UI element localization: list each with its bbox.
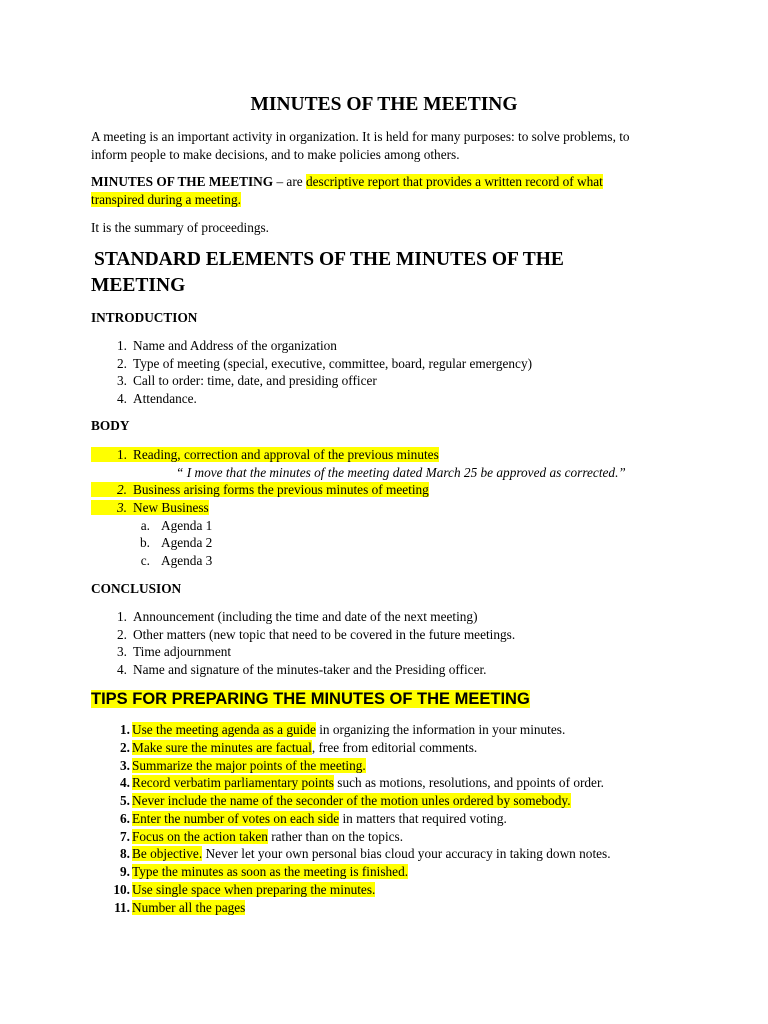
list-item: 2. Other matters (new topic that need to be covered in the future meetings. (117, 626, 516, 642)
tips-list (91, 721, 611, 916)
list-item: 9. Type the minutes as soon as the meeting is finished. (120, 864, 409, 879)
list-item: 5. Never include the name of the seconder of the motion unles ordered by somebody. (120, 793, 571, 808)
definition-line-1 (91, 173, 691, 191)
list-item: 7. Focus on the action taken rather than on the topics. (120, 828, 404, 844)
list-item: 1. Announcement (including the time and date of the next meeting) (117, 609, 478, 624)
list-item: 4. Name and signature of the minutes-taker and the Presiding officer. (117, 662, 487, 678)
intro-line-1: A meeting is an important activity in organization. It is held for many purposes: to solve problems, to (91, 129, 630, 144)
list-item: a. Agenda 1 (140, 517, 213, 533)
list-item: 8. Be objective. Never let your own personal bias cloud your accuracy in taking down notes. (120, 846, 611, 862)
body-list (91, 446, 626, 570)
list-item: 3. Time adjournment (117, 644, 232, 660)
definition-highlight-2: transpired during a meeting. (91, 192, 241, 207)
definition-dash: – are (273, 174, 306, 189)
definition-paragraph (91, 173, 691, 209)
standard-heading-line-2: MEETING (91, 275, 186, 296)
list-item: 1. Use the meeting agenda as a guide in organizing the information in your minutes. (120, 722, 566, 737)
list-item: 4. Attendance. (117, 391, 197, 407)
list-item: 6. Enter the number of votes on each side in matters that required voting. (120, 810, 507, 826)
list-item: 1. Name and Address of the organization (117, 338, 337, 353)
list-item: 2. Business arising forms the previous minutes of meeting (91, 481, 626, 499)
list-item: 11. Number all the pages (114, 899, 246, 915)
intro-paragraph (91, 128, 691, 164)
list-item: 2. Make sure the minutes are factual, free from editorial comments. (120, 739, 478, 755)
list-item: 3. Call to order: time, date, and presiding officer (117, 373, 377, 389)
list-item: 2. Type of meeting (special, executive, committee, board, regular emergency) (117, 355, 533, 371)
standard-heading-line-1: STANDARD ELEMENTS OF THE MINUTES OF THE (94, 249, 564, 270)
definition-highlight-1: descriptive report that provides a written record of what (305, 174, 603, 189)
conclusion-list (91, 608, 515, 679)
list-item: 3. Summarize the major points of the meeting. (120, 757, 366, 773)
list-item: b. Agenda 2 (140, 535, 213, 551)
list-item: 3. New Business (91, 499, 626, 517)
tips-heading: TIPS FOR PREPARING THE MINUTES OF THE MEETING (91, 690, 530, 708)
page-title: MINUTES OF THE MEETING (250, 94, 518, 115)
body-heading: BODY (91, 418, 130, 433)
definition-line-2 (91, 191, 691, 209)
list-item: 4. Record verbatim parliamentary points such as motions, resolutions, and ppoints of order. (120, 775, 604, 791)
list-item: 1. Reading, correction and approval of the previous minutes (91, 446, 626, 464)
intro-line-2: inform people to make decisions, and to make policies among others. (91, 147, 460, 162)
introduction-heading: INTRODUCTION (91, 310, 198, 325)
introduction-list (91, 337, 532, 408)
conclusion-heading: CONCLUSION (91, 581, 182, 596)
list-item: 10. Use single space when preparing the minutes. (113, 881, 376, 897)
summary-text: It is the summary of proceedings. (91, 220, 269, 235)
quote-line: “ I move that the minutes of the meeting dated March 25 be approved as corrected.” (176, 464, 626, 480)
list-item: c. Agenda 3 (140, 553, 213, 569)
standard-elements-heading (91, 247, 691, 299)
definition-term: MINUTES OF THE MEETING (91, 174, 274, 189)
